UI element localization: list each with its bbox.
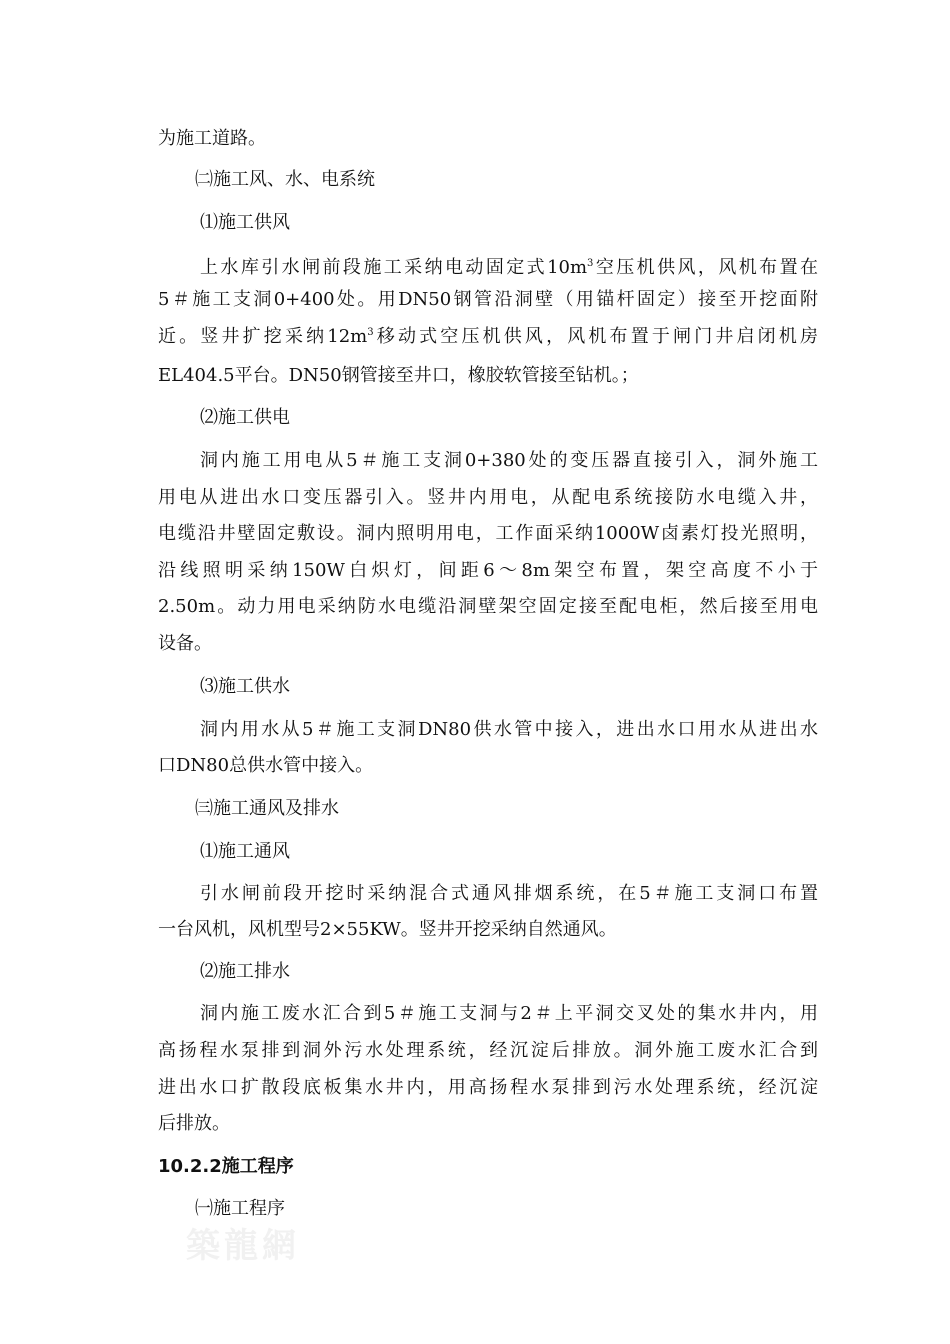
text-run: 上水库引水闸前段施工采纳电动固定式10m	[200, 257, 588, 278]
paragraph-line: 沿线照明采纳150W白炽灯，间距6～8m架空布置，架空高度不小于	[158, 560, 818, 581]
section-heading-10-2-2: 10.2.2施工程序	[158, 1156, 294, 1177]
paragraph-line: 2.50m。动力用电采纳防水电缆沿洞壁架空固定接至配电柜，然后接至用电	[158, 596, 818, 617]
paragraph-line: 洞内施工用电从5＃施工支洞0+380处的变压器直接引入，洞外施工	[200, 450, 818, 471]
paragraph-line: 高扬程水泵排到洞外污水处理系统，经沉淀后排放。洞外施工废水汇合到	[158, 1040, 818, 1061]
subsection-heading-power-supply: ⑵施工供电	[200, 407, 290, 428]
paragraph-line: 进出水口扩散段底板集水井内，用高扬程水泵排到污水处理系统，经沉淀	[158, 1077, 818, 1098]
subsection-heading-drainage: ⑵施工排水	[200, 961, 290, 982]
section-heading-wind-water-power: ㈡施工风、水、电系统	[195, 169, 375, 190]
subsection-heading-water-supply: ⑶施工供水	[200, 676, 290, 697]
watermark: 築龍網	[186, 1226, 300, 1266]
paragraph-line: 设备。	[158, 633, 212, 654]
paragraph-line: 用电从进出水口变压器引入。竖井内用电，从配电系统接防水电缆入井，	[158, 487, 818, 508]
paragraph-line: 引水闸前段开挖时采纳混合式通风排烟系统，在5＃施工支洞口布置	[200, 883, 818, 904]
paragraph-line: 电缆沿井壁固定敷设。洞内照明用电，工作面采纳1000W卤素灯投光照明，	[158, 523, 818, 544]
text-run: 空压机供风，风机布置在	[593, 257, 818, 278]
paragraph-line: 5＃施工支洞0+400处。用DN50钢管沿洞壁（用锚杆固定）接至开挖面附	[158, 289, 818, 310]
text-run: 移动式空压机供风，风机布置于闸门井启闭机房	[373, 326, 818, 347]
paragraph-line	[158, 256, 818, 280]
paragraph-line: 为施工道路。	[158, 128, 266, 149]
paragraph-line: 洞内施工废水汇合到5＃施工支洞与2＃上平洞交叉处的集水井内，用	[200, 1003, 818, 1024]
section-heading-ventilation-drainage: ㈢施工通风及排水	[195, 798, 339, 819]
paragraph-line: 一台风机，风机型号2×55KW。竖井开挖采纳自然通风。	[158, 919, 617, 940]
paragraph-line: 后排放。	[158, 1113, 230, 1134]
paragraph-line: 口DN80总供水管中接入。	[158, 755, 374, 776]
superscript: 3	[587, 258, 594, 269]
paragraph-line: 洞内用水从5＃施工支洞DN80供水管中接入，进出水口用水从进出水	[200, 719, 818, 740]
text-run: 近。竖井扩挖采纳12m	[158, 326, 368, 347]
superscript: 3	[367, 327, 374, 338]
subsection-heading-ventilation: ⑴施工通风	[200, 841, 290, 862]
section-heading-construction-procedure: ㈠施工程序	[195, 1198, 285, 1219]
paragraph-line: EL404.5平台。DN50钢管接至井口，橡胶软管接至钻机。；	[158, 365, 639, 386]
paragraph-line	[158, 325, 818, 349]
subsection-heading-air-supply: ⑴施工供风	[200, 212, 290, 233]
